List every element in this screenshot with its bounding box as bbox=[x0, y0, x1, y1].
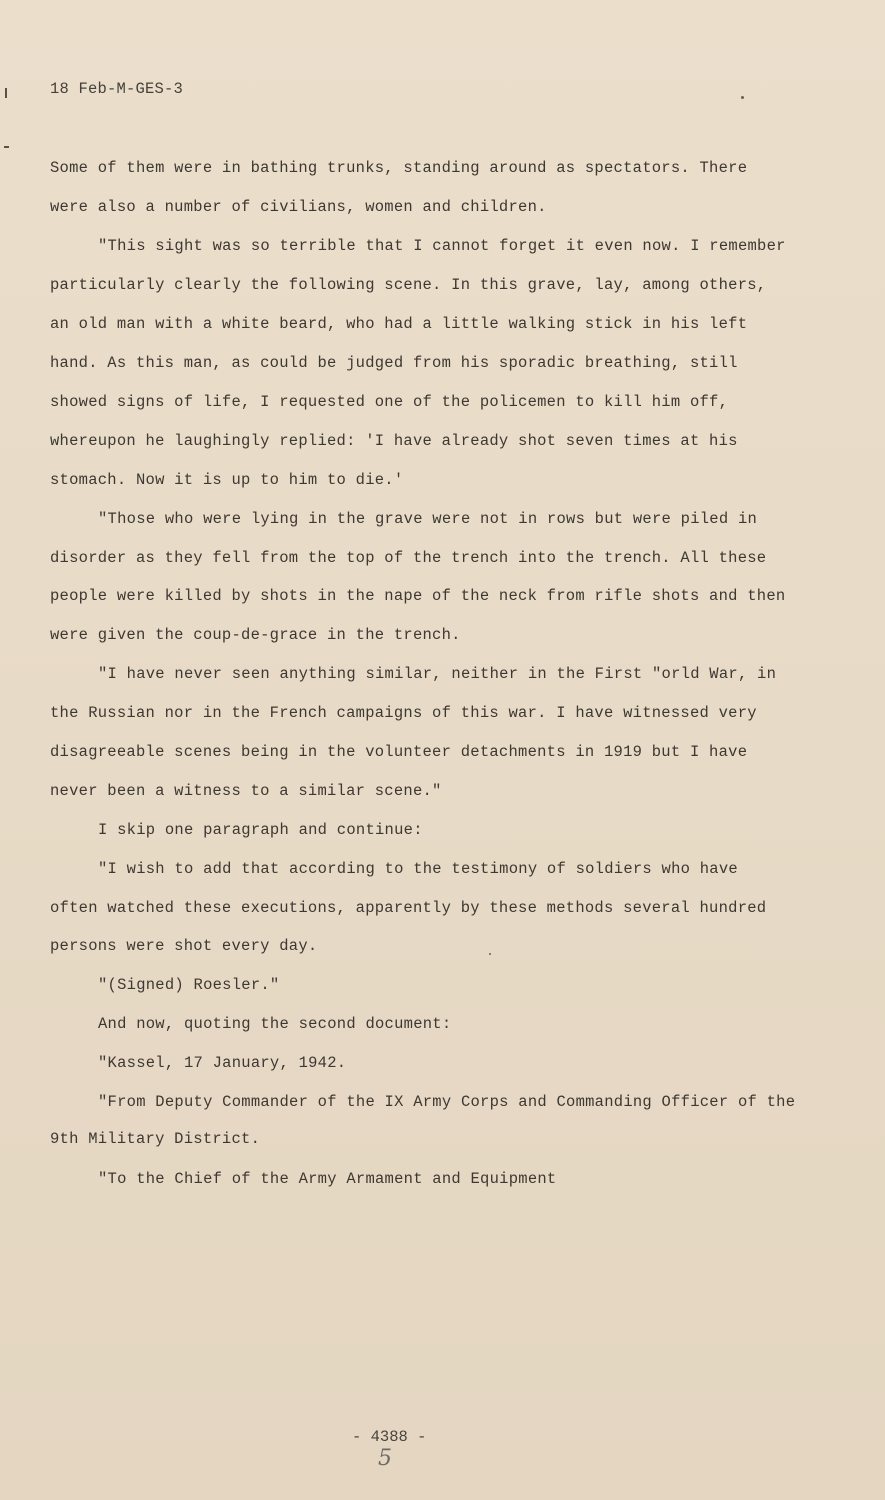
text-line-11: disorder as they fell from the top of the trench into the trench. All these bbox=[50, 549, 767, 567]
text-line-25: "From Deputy Commander of the IX Army Corps and Commanding Officer of the bbox=[98, 1093, 796, 1111]
text-line-24: "Kassel, 17 January, 1942. bbox=[98, 1054, 347, 1072]
text-line-9: stomach. Now it is up to him to die.' bbox=[50, 471, 404, 489]
text-line-10: "Those who were lying in the grave were not in rows but were piled in bbox=[98, 510, 758, 528]
edge-mark bbox=[4, 146, 9, 148]
text-line-4: particularly clearly the following scene. In this grave, lay, among others, bbox=[50, 276, 767, 294]
edge-mark bbox=[5, 88, 7, 98]
paper-speck bbox=[489, 953, 491, 955]
text-line-22: "(Signed) Roesler." bbox=[98, 976, 280, 994]
page-number: - 4388 - bbox=[352, 1428, 427, 1446]
text-line-19: "I wish to add that according to the testimony of soldiers who have bbox=[98, 860, 738, 878]
text-line-1: Some of them were in bathing trunks, standing around as spectators. There bbox=[50, 159, 748, 177]
text-line-12: people were killed by shots in the nape of the neck from rifle shots and then bbox=[50, 587, 786, 605]
text-line-21: persons were shot every day. bbox=[50, 937, 318, 955]
handwritten-page-number: 5 bbox=[378, 1446, 392, 1471]
text-line-23: And now, quoting the second document: bbox=[98, 1015, 452, 1033]
text-line-18: I skip one paragraph and continue: bbox=[98, 821, 423, 839]
text-line-5: an old man with a white beard, who had a little walking stick in his left bbox=[50, 315, 748, 333]
document-header: 18 Feb-M-GES-3 bbox=[50, 80, 184, 98]
text-line-17: never been a witness to a similar scene." bbox=[50, 782, 442, 800]
text-line-2: were also a number of civilians, women and children. bbox=[50, 198, 547, 216]
text-line-27: "To the Chief of the Army Armament and Equipment bbox=[98, 1170, 557, 1188]
text-line-8: whereupon he laughingly replied: 'I have already shot seven times at his bbox=[50, 432, 738, 450]
paper-speck bbox=[741, 96, 744, 99]
text-line-20: often watched these executions, apparently by these methods several hundred bbox=[50, 899, 767, 917]
text-line-13: were given the coup-de-grace in the trench. bbox=[50, 626, 461, 644]
text-line-14: "I have never seen anything similar, neither in the First "orld War, in bbox=[98, 665, 777, 683]
text-line-7: showed signs of life, I requested one of the policemen to kill him off, bbox=[50, 393, 729, 411]
text-line-16: disagreeable scenes being in the volunteer detachments in 1919 but I have bbox=[50, 743, 748, 761]
text-line-6: hand. As this man, as could be judged from his sporadic breathing, still bbox=[50, 354, 738, 372]
text-line-15: the Russian nor in the French campaigns of this war. I have witnessed very bbox=[50, 704, 757, 722]
text-line-3: "This sight was so terrible that I cannot forget it even now. I remember bbox=[98, 237, 786, 255]
text-line-26: 9th Military District. bbox=[50, 1130, 261, 1148]
